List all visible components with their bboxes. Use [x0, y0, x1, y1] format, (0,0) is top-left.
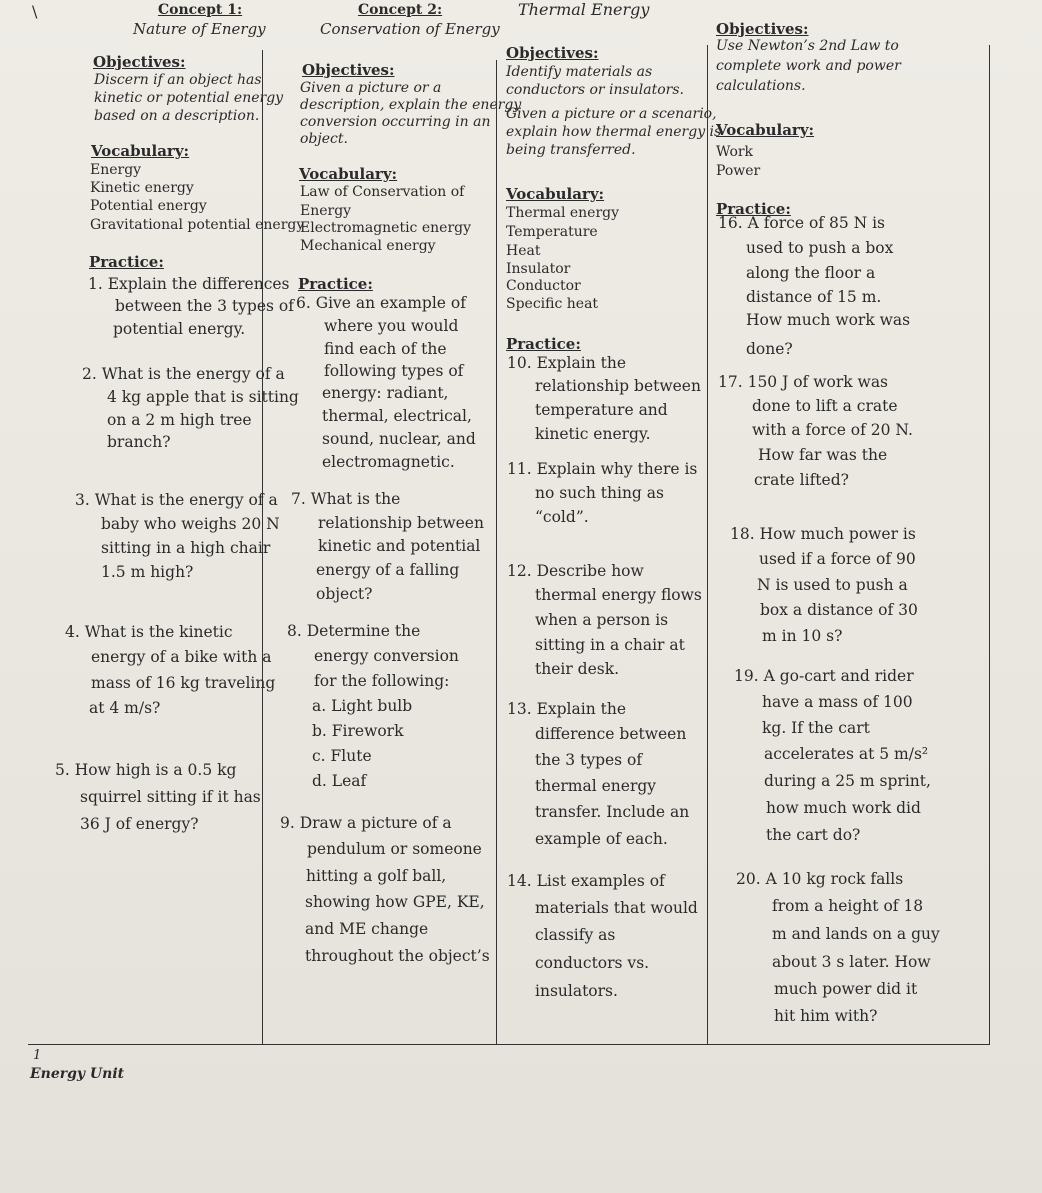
- col4-q20-line: about 3 s later. How: [772, 953, 931, 971]
- column-divider-2: [496, 60, 497, 1045]
- col2-objective-line: description, explain the energy: [300, 97, 522, 113]
- col2-vocab-item: Mechanical energy: [300, 238, 436, 254]
- col1-q4-line: 4. What is the kinetic: [65, 623, 233, 641]
- col4-vocab-heading: Vocabulary:: [716, 121, 815, 139]
- col3-q14-line: insulators.: [535, 982, 618, 1000]
- col1-q3-line: baby who weighs 20 N: [101, 515, 280, 533]
- col3-q12-line: 12. Describe how: [507, 562, 644, 580]
- col3-q13-line: the 3 types of: [535, 751, 643, 769]
- col1-vocab-heading: Vocabulary:: [91, 142, 190, 160]
- col3-practice-heading: Practice:: [506, 335, 581, 353]
- col3-q11-line: 11. Explain why there is: [507, 460, 698, 478]
- col3-q13-line: example of each.: [535, 830, 668, 848]
- col2-q7-line: 7. What is the: [291, 490, 401, 508]
- col3-objective-line: Given a picture or a scenario,: [506, 106, 717, 122]
- col4-q19-line: have a mass of 100: [762, 693, 913, 711]
- col4-q20-line: much power did it: [774, 980, 918, 998]
- corner-mark: \: [32, 2, 38, 21]
- col1-q5-line: squirrel sitting if it has: [80, 788, 261, 806]
- col3-q10-line: 10. Explain the: [507, 354, 627, 372]
- col3-vocab-item: Thermal energy: [506, 205, 620, 221]
- col1-q2-line: 4 kg apple that is sitting: [107, 388, 299, 406]
- col1-q4-line: at 4 m/s?: [89, 699, 161, 717]
- col1-q3-line: 1.5 m high?: [101, 563, 194, 581]
- col4-objective-line: complete work and power: [716, 58, 901, 74]
- col2-vocab-item: Law of Conservation of: [300, 184, 465, 200]
- col3-q11-line: “cold”.: [535, 508, 589, 526]
- col3-q13-line: difference between: [535, 725, 687, 743]
- col1-concept: Concept 1:: [158, 2, 243, 18]
- col1-title: Nature of Energy: [133, 20, 266, 38]
- col3-q14-line: classify as: [535, 926, 616, 944]
- col2-objective-line: conversion occurring in an: [300, 114, 491, 130]
- col2-vocab-item: Electromagnetic energy: [300, 220, 472, 236]
- col2-q6-line: thermal, electrical,: [322, 407, 472, 425]
- col3-q12-line: thermal energy flows: [535, 586, 702, 604]
- col2-q7-line: object?: [316, 585, 373, 603]
- col2-q9-line: showing how GPE, KE,: [305, 893, 485, 911]
- col4-objective-line: calculations.: [716, 78, 806, 94]
- col1-objective-line: kinetic or potential energy: [94, 90, 284, 106]
- col1-practice-heading: Practice:: [89, 253, 164, 271]
- col4-q17-line: with a force of 20 N.: [752, 421, 913, 439]
- col3-q12-line: their desk.: [535, 660, 620, 678]
- col2-q8-line: 8. Determine the: [287, 622, 421, 640]
- col3-title: Thermal Energy: [518, 0, 650, 19]
- col2-vocab-heading: Vocabulary:: [299, 165, 398, 183]
- col1-q4-line: energy of a bike with a: [91, 648, 272, 666]
- col4-vocab-item: Work: [716, 144, 754, 160]
- col4-q20-line: hit him with?: [774, 1007, 878, 1025]
- col2-vocab-item: Energy: [300, 203, 352, 219]
- col4-q18-line: used if a force of 90: [759, 550, 916, 568]
- col4-objective-line: Use Newton’s 2nd Law to: [716, 38, 899, 54]
- col4-practice-heading: Practice:: [716, 200, 791, 218]
- col2-objective-line: object.: [300, 131, 348, 147]
- col3-q12-line: when a person is: [535, 611, 669, 629]
- col2-q6-line: find each of the: [324, 340, 447, 358]
- col2-q9-line: and ME change: [305, 920, 429, 938]
- footer-unit-label: Energy Unit: [30, 1066, 125, 1082]
- col3-objective-line: explain how thermal energy is: [506, 124, 722, 140]
- col2-q7-line: kinetic and potential: [318, 537, 481, 555]
- col4-q19-line: accelerates at 5 m/s²: [764, 745, 929, 763]
- bottom-border: [28, 1044, 990, 1045]
- col3-q13-line: thermal energy: [535, 777, 657, 795]
- col1-objective-line: based on a description.: [94, 108, 260, 124]
- col4-q16-line: along the floor a: [746, 264, 876, 282]
- col1-q4-line: mass of 16 kg traveling: [91, 674, 276, 692]
- col2-q9-line: hitting a golf ball,: [306, 867, 447, 885]
- col2-q6-line: 6. Give an example of: [296, 294, 466, 312]
- col3-vocab-item: Heat: [506, 243, 541, 259]
- col1-q3-line: sitting in a high chair: [101, 539, 271, 557]
- col2-objectives-heading: Objectives:: [302, 61, 395, 79]
- col3-objectives-heading: Objectives:: [506, 44, 599, 62]
- col3-q10-line: kinetic energy.: [535, 425, 651, 443]
- col4-q18-line: m in 10 s?: [762, 627, 843, 645]
- col3-vocab-item: Conductor: [506, 278, 581, 294]
- col4-q19-line: the cart do?: [766, 826, 861, 844]
- col4-q19-line: how much work did: [766, 799, 921, 817]
- col4-q17-line: 17. 150 J of work was: [718, 373, 889, 391]
- col4-vocab-item: Power: [716, 163, 761, 179]
- col4-q18-line: box a distance of 30: [760, 601, 918, 619]
- col3-q10-line: temperature and: [535, 401, 668, 419]
- col1-q2-line: 2. What is the energy of a: [82, 365, 285, 383]
- col3-objective-line: conductors or insulators.: [506, 82, 684, 98]
- col3-q11-line: no such thing as: [535, 484, 664, 502]
- col4-q16-line: used to push a box: [746, 239, 894, 257]
- col2-q6-line: where you would: [324, 317, 459, 335]
- col3-vocab-item: Temperature: [506, 224, 598, 240]
- col4-q19-line: during a 25 m sprint,: [764, 772, 931, 790]
- col2-q8-line: d. Leaf: [312, 772, 367, 790]
- col3-q14-line: materials that would: [535, 899, 698, 917]
- col1-q2-line: on a 2 m high tree: [107, 411, 252, 429]
- col4-q17-line: done to lift a crate: [752, 397, 898, 415]
- col4-q18-line: 18. How much power is: [730, 525, 916, 543]
- col2-title: Conservation of Energy: [320, 20, 500, 38]
- col2-q6-line: electromagnetic.: [322, 453, 455, 471]
- col2-objective-line: Given a picture or a: [300, 80, 442, 96]
- col3-vocab-item: Specific heat: [506, 296, 599, 312]
- col4-q16-line: How much work was: [746, 311, 911, 329]
- col1-vocab-item: Gravitational potential energy: [90, 217, 305, 233]
- col1-q5-line: 5. How high is a 0.5 kg: [55, 761, 237, 779]
- col3-objective-line: being transferred.: [506, 142, 636, 158]
- col1-q5-line: 36 J of energy?: [80, 815, 199, 833]
- col1-q2-line: branch?: [107, 433, 171, 451]
- col4-objectives-heading: Objectives:: [716, 20, 809, 38]
- col2-q8-line: b. Firework: [312, 722, 404, 740]
- col2-q9-line: pendulum or someone: [307, 840, 482, 858]
- col1-vocab-item: Kinetic energy: [90, 180, 194, 196]
- page-number: 1: [33, 1048, 42, 1063]
- col2-q8-line: energy conversion: [314, 647, 459, 665]
- col1-objective-line: Discern if an object has: [94, 72, 262, 88]
- col1-q3-line: 3. What is the energy of a: [75, 491, 278, 509]
- col4-q17-line: crate lifted?: [754, 471, 849, 489]
- col3-q14-line: 14. List examples of: [507, 872, 665, 890]
- col2-q8-line: a. Light bulb: [312, 697, 413, 715]
- col2-q6-line: sound, nuclear, and: [322, 430, 476, 448]
- col4-q20-line: from a height of 18: [772, 897, 924, 915]
- col2-practice-heading: Practice:: [298, 275, 373, 293]
- col2-q8-line: for the following:: [314, 672, 450, 690]
- col3-vocab-item: Insulator: [506, 261, 571, 277]
- col2-q7-line: relationship between: [318, 514, 484, 532]
- col1-vocab-item: Energy: [90, 162, 142, 178]
- col2-q7-line: energy of a falling: [316, 561, 460, 579]
- col4-q19-line: 19. A go-cart and rider: [734, 667, 914, 685]
- col3-q10-line: relationship between: [535, 377, 701, 395]
- col1-vocab-item: Potential energy: [90, 198, 207, 214]
- col3-q13-line: transfer. Include an: [535, 803, 690, 821]
- col2-q9-line: 9. Draw a picture of a: [280, 814, 452, 832]
- col1-objectives-heading: Objectives:: [93, 53, 186, 71]
- col2-q6-line: following types of: [324, 362, 464, 380]
- col1-q1-line: potential energy.: [113, 320, 246, 338]
- col4-q16-line: 16. A force of 85 N is: [718, 214, 886, 232]
- col3-objective-line: Identify materials as: [506, 64, 653, 80]
- right-border: [989, 45, 990, 1045]
- col4-q20-line: m and lands on a guy: [772, 925, 940, 943]
- col2-q6-line: energy: radiant,: [322, 384, 449, 402]
- col2-q8-line: c. Flute: [312, 747, 372, 765]
- col3-q13-line: 13. Explain the: [507, 700, 627, 718]
- col3-vocab-heading: Vocabulary:: [506, 185, 605, 203]
- col1-q1-line: 1. Explain the differences: [88, 275, 290, 293]
- column-divider-3: [707, 45, 708, 1045]
- col4-q18-line: N is used to push a: [757, 576, 908, 594]
- col4-q20-line: 20. A 10 kg rock falls: [736, 870, 904, 888]
- col3-q14-line: conductors vs.: [535, 954, 650, 972]
- col1-q1-line: between the 3 types of: [115, 297, 294, 315]
- col4-q16-line: done?: [746, 340, 793, 358]
- col3-q12-line: sitting in a chair at: [535, 636, 685, 654]
- col2-q9-line: throughout the object’s: [305, 947, 490, 965]
- col4-q19-line: kg. If the cart: [762, 719, 870, 737]
- col4-q16-line: distance of 15 m.: [746, 288, 882, 306]
- col2-concept: Concept 2:: [358, 2, 443, 18]
- col4-q17-line: How far was the: [758, 446, 888, 464]
